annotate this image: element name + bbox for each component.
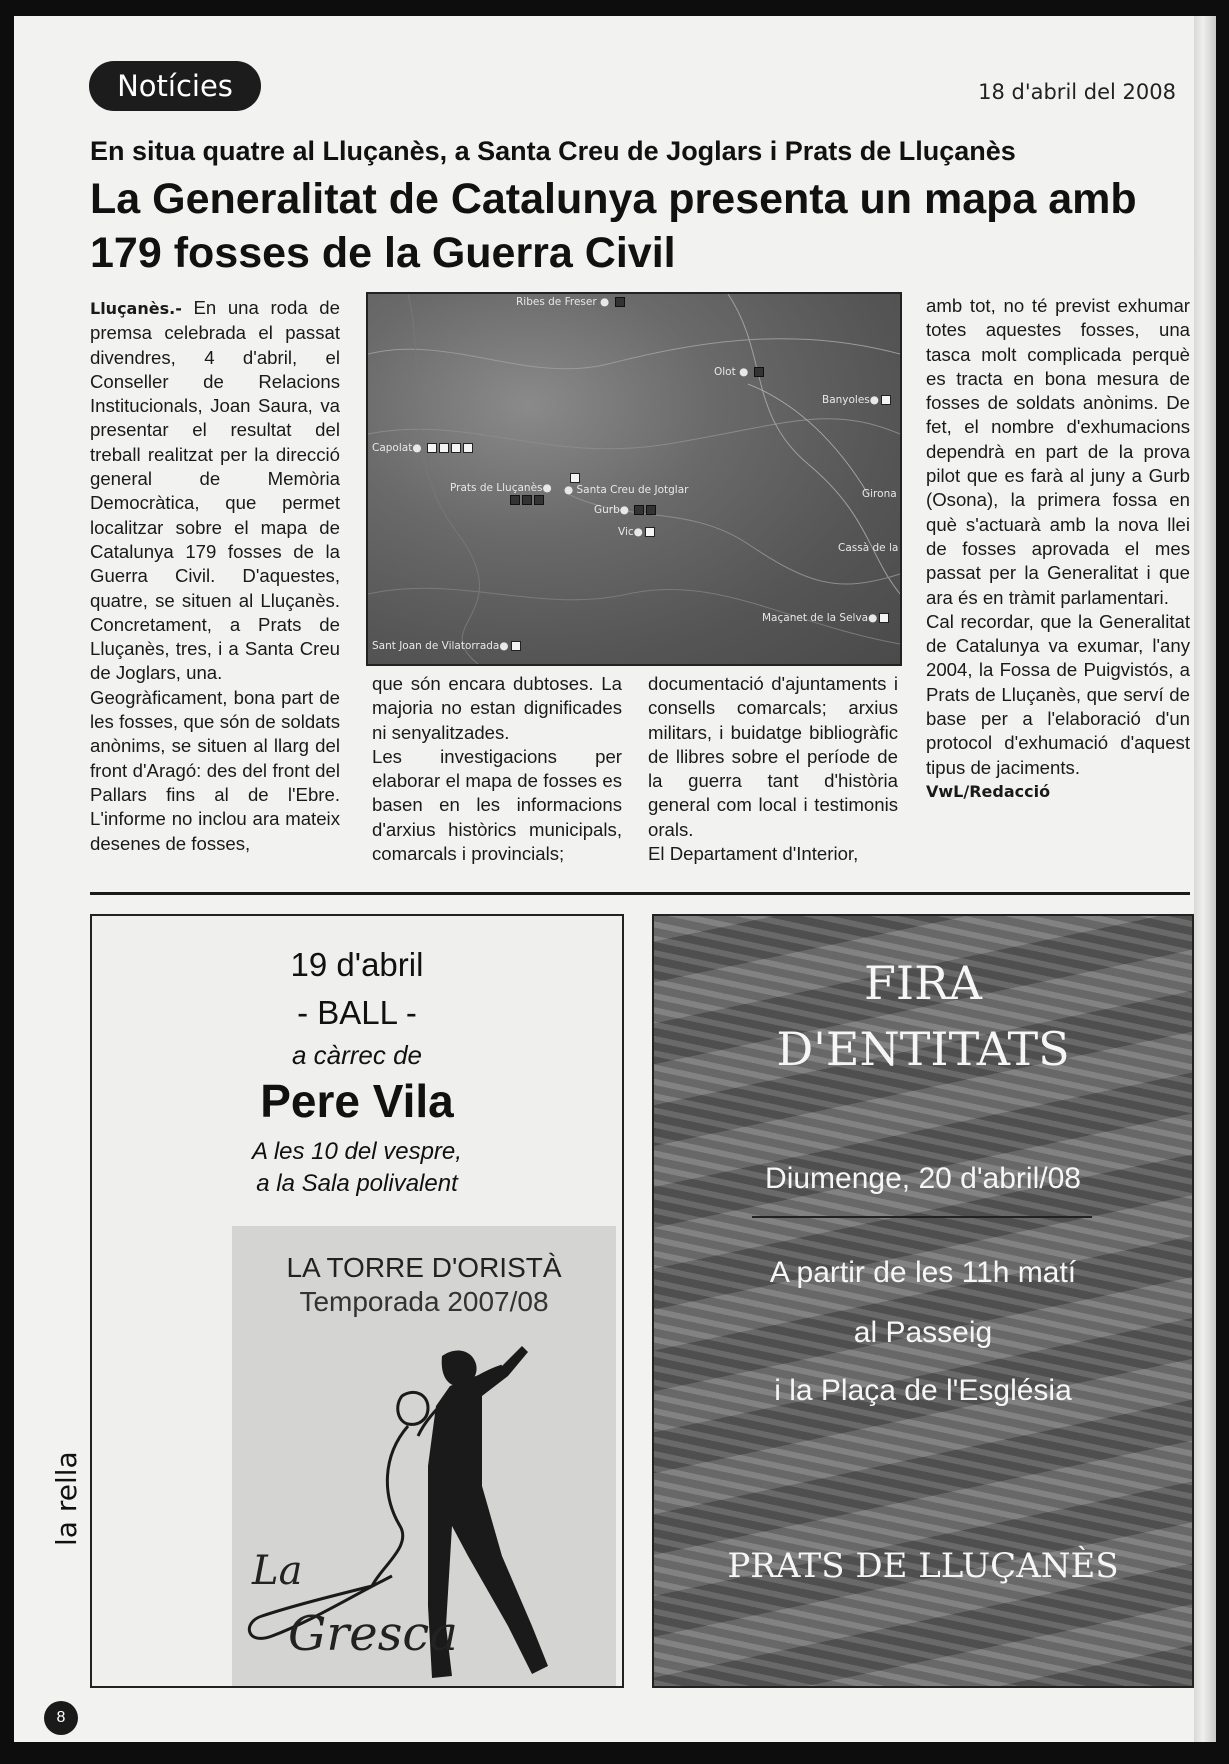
article-paragraph: Geogràficament, bona part de les fosses, que són de soldats anònims, se situen al llarg del front d'Aragó: des del front del Pallars fins al de l'Ebre. L'informe no inclou ara mateix desenes de fosses, <box>90 686 340 854</box>
map-label-girona: Girona <box>862 488 897 500</box>
map-label-cassa: Cassà de la <box>838 542 899 554</box>
issue-date: 18 d'abril del 2008 <box>978 80 1176 104</box>
map-label-gurb: Gurb● <box>594 504 656 516</box>
fair-title-line1: FIRA <box>864 956 982 1010</box>
article-paragraph: Les investigacions per elaborar el mapa de fosses es basen en les informacions d'arxius històrics municipals, comarcals i provincials; <box>372 745 622 865</box>
dance-performer: Pere Vila <box>260 1075 454 1127</box>
article-column-2 <box>372 672 622 866</box>
article-paragraph: Cal recordar, que la Generalitat de Catalunya va exumar, l'any 2004, la Fossa de Puigvistós, a Prats de Lluçanès, que serví de base per a l'elaboració d'un protocol d'exhumació d'aquest tipus de jaciments. <box>926 610 1190 778</box>
fair-time: A partir de les 11h matí <box>769 1256 1077 1289</box>
article-column-4 <box>926 294 1190 804</box>
section-label: Notícies <box>89 61 261 111</box>
newspaper-page <box>14 16 1216 1742</box>
section-divider <box>90 892 1190 895</box>
paragraph-text: En una roda de premsa celebrada el passat divendres, 4 d'abril, el Conseller de Relacions Institucionals, Joan Saura, va presentar el resultat del treball realitzat per la direcció general de Memòria Democràtica, que permet localitzar sobre el mapa de Catalunya 179 fosses de la Guerra Civil. D'aquestes, quatre, se situen al Lluçanès. Concretament, a Prats de Lluçanès, tres, i a Santa Creu de Joglars, una. <box>90 297 340 684</box>
page-edge <box>1194 16 1216 1742</box>
dance-time: A les 10 del vespre, <box>252 1138 462 1165</box>
article-paragraph: El Departament d'Interior, <box>648 843 859 865</box>
article-paragraph: documentació d'ajuntaments i consells comarcals; arxius militars, i buidatge bibliogràfic de llibres sobre el període de la guerra tant d'història general com local i testimonis orals. <box>648 673 898 840</box>
graves-map <box>366 292 902 666</box>
dance-date: 19 d'abril <box>290 946 424 983</box>
fair-date: Diumenge, 20 d'abril/08 <box>765 1162 1081 1195</box>
poster-season: Temporada 2007/08 <box>299 1286 549 1317</box>
article-paragraph <box>90 296 340 686</box>
la-gresca-poster <box>232 1226 616 1686</box>
map-label-olot: Olot ● <box>714 366 764 378</box>
grave-marker <box>568 472 580 484</box>
map-label-sant-joan: Sant Joan de Vilatorrada● <box>372 640 521 652</box>
article-kicker: En situa quatre al Lluçanès, a Santa Creu de Joglars i Prats de Lluçanès <box>90 136 1016 166</box>
fair-town: PRATS DE LLUÇANÈS <box>727 1546 1119 1586</box>
map-label-banyoles: Banyoles● <box>822 394 891 406</box>
article-headline: La Generalitat de Catalunya presenta un mapa amb 179 fosses de la Guerra Civil <box>90 175 1137 277</box>
magazine-name: la rella <box>50 1451 83 1546</box>
dance-venue-line: a la Sala polivalent <box>256 1170 458 1197</box>
article-signature: VwL/Redacció <box>926 781 1051 801</box>
map-relief <box>368 294 900 664</box>
logo-word-gresca: Gresca <box>288 1606 458 1662</box>
dance-by-label: a càrrec de <box>291 1040 423 1070</box>
poster-venue: LA TORRE D'ORISTÀ <box>286 1252 562 1283</box>
article-column-3 <box>648 672 898 866</box>
fair-divider <box>752 1216 1092 1218</box>
dance-advert <box>90 914 624 1688</box>
logo-word-la: La <box>252 1548 303 1594</box>
article-column-1 <box>90 296 340 856</box>
map-label-ribes: Ribes de Freser ● <box>516 296 625 308</box>
dance-event: - BALL - <box>297 994 417 1031</box>
article-paragraph: amb tot, no té previst exhumar totes aquestes fosses, una tasca molt complicada perquè es tracta en bona mesura de fosses de soldats anònims. De fet, el nombre d'exhumacions dependrà en part de la prova pilot que es farà al juny a Gurb (Osona), la primera fossa en què s'actuarà amb la nova llei de fosses aprovada el mes passat per la Generalitat i que ara és en tràmit parlamentari. <box>926 295 1190 608</box>
fair-title-line2: D'ENTITATS <box>776 1022 1070 1076</box>
map-label-capolat: Capolat● <box>372 442 473 454</box>
page-number: 8 <box>44 1701 78 1735</box>
map-label-prats: Prats de Lluçanès● <box>450 482 552 494</box>
fair-advert <box>652 914 1194 1688</box>
article-paragraph: que són encara dubtoses. La majoria no estan dignificades ni senyalitzades. <box>372 673 622 743</box>
dateline: Lluçanès.- <box>90 299 182 318</box>
fair-location-line1: al Passeig <box>853 1316 993 1349</box>
map-label-santa-creu: ● Santa Creu de Jotglar <box>564 484 689 496</box>
map-label-macanet: Maçanet de la Selva● <box>762 612 889 624</box>
map-label-vic: Vic● <box>618 526 655 538</box>
grave-marker <box>508 494 544 506</box>
fair-location-line2: i la Plaça de l'Església <box>774 1374 1072 1407</box>
